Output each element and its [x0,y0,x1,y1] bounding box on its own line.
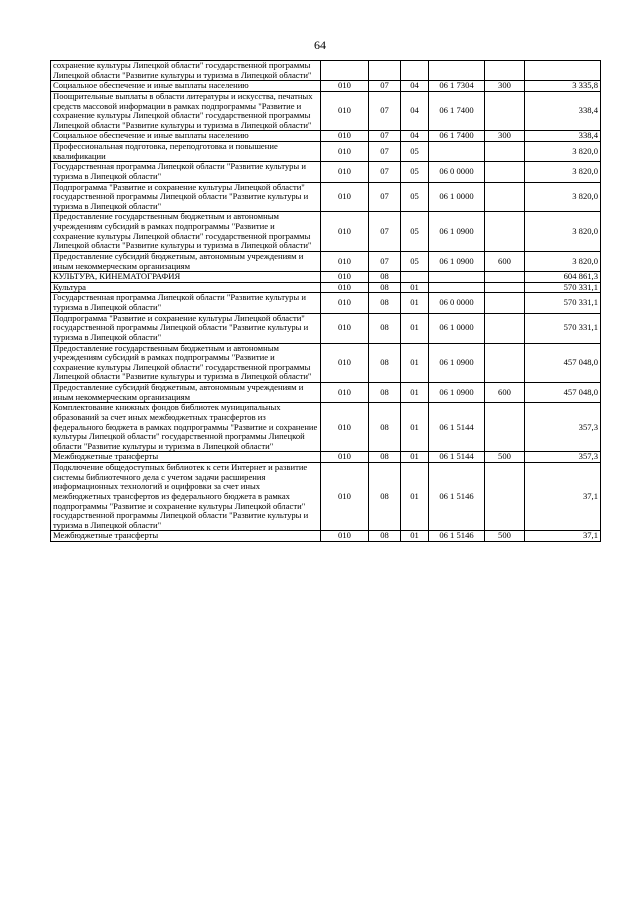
target-article-code: 06 0 0000 [429,293,485,313]
row-name: Предоставление государственным бюджетным и автономным учреждениям субсидий в рамках подпрограммы "Развитие и сохранение культуры Липецкой области" государственной программы Липецкой области "Развитие культуры и туризма в Липецкой области" [51,212,321,252]
expense-type-code: 300 [485,131,525,142]
row-name: Подключение общедоступных библиотек к сети Интернет и развитие системы библиотечного дела с учетом задачи расширения информационных технологий и оцифровки за счет иных межбюджетных трансфертов из федерального бюджета в рамках подпрограммы "Развитие и сохранение культуры Липецкой области" государственной программы Липецкой области "Развитие культуры и туризма в Липецкой области" [51,463,321,531]
table-row [51,131,601,142]
section-code: 08 [369,531,401,542]
target-article-code [429,272,485,283]
row-name: Государственная программа Липецкой области "Развитие культуры и туризма в Липецкой области" [51,293,321,313]
expense-type-code [485,212,525,252]
grbs-code: 010 [321,463,369,531]
grbs-code: 010 [321,383,369,403]
target-article-code: 06 1 5144 [429,403,485,452]
grbs-code: 010 [321,81,369,92]
row-name: Государственная программа Липецкой области "Развитие культуры и туризма в Липецкой области" [51,162,321,182]
amount: 3 820,0 [525,162,601,182]
target-article-code: 06 1 0000 [429,313,485,343]
expense-type-code [485,91,525,131]
target-article-code: 06 1 0900 [429,212,485,252]
section-code: 08 [369,403,401,452]
table-row [51,383,601,403]
expense-type-code [485,282,525,293]
subsection-code: 04 [401,131,429,142]
target-article-code: 06 1 0900 [429,343,485,383]
table-row [51,403,601,452]
expense-type-code [485,463,525,531]
grbs-code: 010 [321,182,369,212]
table-row [51,182,601,212]
section-code: 07 [369,182,401,212]
row-name: Предоставление субсидий бюджетным, автономным учреждениям и иным некоммерческим организациям [51,383,321,403]
section-code: 07 [369,251,401,271]
section-code: 07 [369,212,401,252]
grbs-code: 010 [321,131,369,142]
table-row [51,452,601,463]
subsection-code: 01 [401,313,429,343]
row-name: Социальное обеспечение и иные выплаты населению [51,131,321,142]
amount: 37,1 [525,463,601,531]
page-number: 64 [314,38,326,52]
subsection-code: 01 [401,383,429,403]
row-name: сохранение культуры Липецкой области" государственной программы Липецкой области "Развитие культуры и туризма в Липецкой области" [51,61,321,81]
subsection-code: 01 [401,293,429,313]
subsection-code: 01 [401,343,429,383]
expense-type-code [485,343,525,383]
target-article-code: 06 1 0900 [429,383,485,403]
row-name: Предоставление субсидий бюджетным, автономным учреждениям и иным некоммерческим организациям [51,251,321,271]
subsection-code: 05 [401,182,429,212]
budget-table [50,60,601,542]
subsection-code: 01 [401,463,429,531]
row-name: Поощрительные выплаты в области литературы и искусства, печатных средств массовой информации в рамках подпрограммы "Развитие и сохранение культуры Липецкой области" государственной программы Липецкой области "Развитие культуры и туризма в Липецкой области" [51,91,321,131]
row-name: Подпрограмма "Развитие и сохранение культуры Липецкой области" государственной программы Липецкой области "Развитие культуры и туризма в Липецкой области" [51,313,321,343]
target-article-code: 06 1 0900 [429,251,485,271]
target-article-code: 06 1 0000 [429,182,485,212]
amount: 570 331,1 [525,282,601,293]
grbs-code: 010 [321,91,369,131]
section-code: 08 [369,282,401,293]
subsection-code [401,61,429,81]
expense-type-code [485,162,525,182]
grbs-code: 010 [321,162,369,182]
subsection-code: 01 [401,531,429,542]
table-row [51,142,601,162]
row-name: Комплектование книжных фондов библиотек муниципальных образований за счет иных межбюджетных трансфертов из федерального бюджета в рамках подпрограммы "Развитие и сохранение культуры Липецкой области" государственной программы Липецкой области "Развитие культуры и туризма в Липецкой области" [51,403,321,452]
table-row [51,531,601,542]
expense-type-code [485,313,525,343]
section-code: 08 [369,272,401,283]
grbs-code: 010 [321,212,369,252]
table-row [51,463,601,531]
table-row [51,272,601,283]
amount: 338,4 [525,131,601,142]
target-article-code [429,142,485,162]
amount: 37,1 [525,531,601,542]
section-code: 07 [369,91,401,131]
row-name: Межбюджетные трансферты [51,531,321,542]
target-article-code: 06 1 5146 [429,463,485,531]
grbs-code: 010 [321,282,369,293]
grbs-code: 010 [321,272,369,283]
section-code: 08 [369,343,401,383]
expense-type-code [485,272,525,283]
amount: 457 048,0 [525,383,601,403]
target-article-code: 06 1 5144 [429,452,485,463]
expense-type-code [485,61,525,81]
target-article-code [429,282,485,293]
expense-type-code [485,142,525,162]
target-article-code: 06 0 0000 [429,162,485,182]
expense-type-code: 600 [485,383,525,403]
section-code: 07 [369,142,401,162]
subsection-code: 01 [401,282,429,293]
table-row [51,251,601,271]
amount: 338,4 [525,91,601,131]
grbs-code: 010 [321,142,369,162]
subsection-code: 04 [401,91,429,131]
subsection-code: 04 [401,81,429,92]
row-name: КУЛЬТУРА, КИНЕМАТОГРАФИЯ [51,272,321,283]
section-code [369,61,401,81]
target-article-code: 06 1 5146 [429,531,485,542]
table-row [51,212,601,252]
amount: 3 820,0 [525,251,601,271]
amount: 570 331,1 [525,313,601,343]
expense-type-code: 500 [485,531,525,542]
row-name: Социальное обеспечение и иные выплаты населению [51,81,321,92]
target-article-code: 06 1 7400 [429,131,485,142]
amount: 3 335,8 [525,81,601,92]
subsection-code: 05 [401,212,429,252]
table-row [51,282,601,293]
amount: 357,3 [525,452,601,463]
amount: 3 820,0 [525,142,601,162]
expense-type-code: 300 [485,81,525,92]
section-code: 07 [369,162,401,182]
table-row [51,343,601,383]
table-row [51,293,601,313]
expense-type-code [485,403,525,452]
subsection-code: 05 [401,251,429,271]
table-row [51,61,601,81]
expense-type-code [485,293,525,313]
section-code: 08 [369,313,401,343]
table-row [51,313,601,343]
row-name: Подпрограмма "Развитие и сохранение культуры Липецкой области" государственной программы Липецкой области "Развитие культуры и туризма в Липецкой области" [51,182,321,212]
row-name: Профессиональная подготовка, переподготовка и повышение квалификации [51,142,321,162]
row-name: Культура [51,282,321,293]
amount: 3 820,0 [525,212,601,252]
grbs-code: 010 [321,313,369,343]
table-row [51,162,601,182]
grbs-code: 010 [321,343,369,383]
expense-type-code: 500 [485,452,525,463]
amount: 457 048,0 [525,343,601,383]
section-code: 08 [369,293,401,313]
grbs-code: 010 [321,293,369,313]
row-name: Предоставление государственным бюджетным и автономным учреждениям субсидий в рамках подпрограммы "Развитие и сохранение культуры Липецкой области" государственной программы Липецкой области "Развитие культуры и туризма в Липецкой области" [51,343,321,383]
grbs-code: 010 [321,251,369,271]
subsection-code: 01 [401,403,429,452]
amount [525,61,601,81]
amount: 357,3 [525,403,601,452]
subsection-code: 05 [401,162,429,182]
section-code: 08 [369,463,401,531]
target-article-code: 06 1 7400 [429,91,485,131]
section-code: 07 [369,131,401,142]
amount: 3 820,0 [525,182,601,212]
subsection-code: 05 [401,142,429,162]
subsection-code [401,272,429,283]
expense-type-code [485,182,525,212]
target-article-code [429,61,485,81]
grbs-code: 010 [321,452,369,463]
table-row [51,81,601,92]
expense-type-code: 600 [485,251,525,271]
target-article-code: 06 1 7304 [429,81,485,92]
amount: 604 861,3 [525,272,601,283]
section-code: 08 [369,452,401,463]
row-name: Межбюджетные трансферты [51,452,321,463]
subsection-code: 01 [401,452,429,463]
grbs-code [321,61,369,81]
grbs-code: 010 [321,403,369,452]
grbs-code: 010 [321,531,369,542]
table-row [51,91,601,131]
section-code: 07 [369,81,401,92]
section-code: 08 [369,383,401,403]
amount: 570 331,1 [525,293,601,313]
